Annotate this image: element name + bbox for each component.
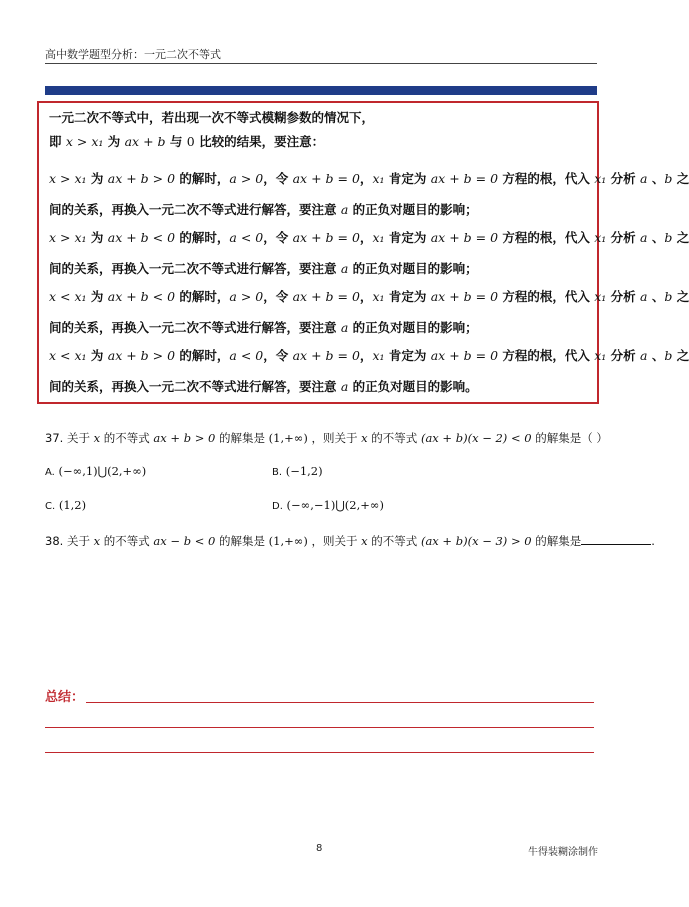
math-run: a [340,379,349,394]
text-run: ，则关于 [307,534,362,548]
math-run: ax + b = 0 [430,171,499,186]
text-run: 肯定为 [384,171,431,186]
footer-credit: 牛得装糊涂制作 [528,847,598,858]
math-run: ax + b = 0 [430,230,499,245]
text-run: 之 [672,289,689,304]
math-run: a > 0 [229,289,264,304]
question-38 [45,532,655,549]
text-run: 的不等式 [100,431,154,445]
text-run: ， [359,171,373,186]
text-run: 的解集是 [215,534,269,548]
text-run: 方程的根，代入 [498,230,595,245]
note-line [49,230,689,246]
q37-option-a[interactable] [45,463,146,481]
note-line [49,134,324,150]
math-run: x [361,431,368,445]
option-label: C. [45,501,56,512]
text-run: 方程的根，代入 [498,171,595,186]
text-run: ，则关于 [307,431,362,445]
math-run: a [340,320,349,335]
text-run: 肯定为 [384,289,431,304]
text-run: 的解集是 [531,534,582,548]
math-run: b [664,230,673,245]
text-run: . [651,534,655,548]
text-run: 分析 [606,289,641,304]
text-run: 的解时， [175,348,230,363]
summary-rule [45,727,594,728]
math-run: 0 [186,134,195,149]
math-run: x [361,534,368,548]
header-title: 高中数学题型分析：一元二次不等式 [45,48,221,61]
text-run: 为 [86,230,108,245]
math-run: x < x₁ [49,348,87,363]
note-line [49,348,689,364]
math-run: x [93,534,101,548]
text-run: 肯定为 [384,348,431,363]
summary-rule [86,702,594,703]
math-run: x₁ [372,348,385,363]
note-line [49,202,478,218]
q37-option-c[interactable] [45,497,86,515]
text-run: 比较的结果，要注意： [194,134,325,149]
math-run: x < x₁ [49,289,87,304]
text-run: ，令 [263,348,293,363]
text-run: ，令 [263,230,293,245]
math-run: ax + b = 0 [430,348,499,363]
text-run: 分析 [606,171,641,186]
text-run: 间的关系，再换入一元二次不等式进行解答，要注意 [49,261,341,276]
text-run: 的不等式 [367,534,421,548]
option-label: D. [272,501,283,512]
math-run: a [340,202,349,217]
page-number: 8 [316,843,323,854]
math-run: a > 0 [229,171,264,186]
text-run: 间的关系，再换入一元二次不等式进行解答，要注意 [49,202,341,217]
math-run: (ax + b)(x − 2) < 0 [420,431,532,445]
math-run: a [640,348,648,363]
text-run: 为 [86,348,108,363]
math-run: (1,+∞) [268,534,308,548]
blue-band [45,86,597,95]
math-run: b [664,171,673,186]
text-run: 一元二次不等式中，若出现一次不等式模糊参数的情况下， [49,110,375,125]
math-run: ax − b < 0 [153,534,216,548]
text-run: 的正负对题目的影响； [348,261,478,276]
text-run: 为 [86,289,108,304]
math-run: (ax + b)(x − 3) > 0 [420,534,532,548]
text-run: ，令 [263,171,293,186]
text-run: ， [359,289,373,304]
text-run: 的解时， [175,171,230,186]
math-run: x₁ [372,230,385,245]
summary-rule [45,752,594,753]
math-run: x₁ [594,171,607,186]
text-run: 的解集是（ ） [531,431,608,445]
math-run: x > x₁ [65,134,104,149]
text-run: 之 [672,348,689,363]
text-run: 的解时， [175,230,230,245]
text-run: 、 [647,289,665,304]
text-run: 的不等式 [367,431,421,445]
math-run: ax + b < 0 [107,289,176,304]
math-run: ax + b = 0 [292,171,360,186]
note-line [49,379,478,395]
math-run: a [340,261,349,276]
math-run: a [640,289,648,304]
text-run: 37. 关于 [45,431,94,445]
text-run: ，令 [263,289,293,304]
text-run: 方程的根，代入 [498,348,595,363]
math-run: a < 0 [229,348,264,363]
text-run: 的正负对题目的影响； [348,320,478,335]
text-run: 方程的根，代入 [498,289,595,304]
text-run: 、 [647,171,665,186]
text-run: 的正负对题目的影响； [348,202,478,217]
option-value: (1,2) [58,498,87,512]
text-run: 与 [165,134,187,149]
math-run: b [664,348,673,363]
q37-option-b[interactable] [272,463,323,481]
note-line [49,110,374,126]
text-run: 分析 [606,348,641,363]
math-run: ax + b = 0 [292,289,360,304]
text-run: ， [359,348,373,363]
math-run: a [640,171,648,186]
math-run: ax + b < 0 [107,230,176,245]
text-run: 之 [672,171,689,186]
math-run: ax + b = 0 [430,289,499,304]
text-run: 为 [103,134,125,149]
text-run: 38. 关于 [45,534,94,548]
option-value: (−∞,1)⋃(2,+∞) [58,464,147,478]
text-run: 的解时， [175,289,230,304]
q37-option-d[interactable] [272,497,384,515]
question-37 [45,430,608,446]
math-run: x₁ [594,348,607,363]
note-box [37,101,689,404]
text-run: 为 [86,171,108,186]
answer-blank[interactable] [581,532,651,545]
math-run: ax + b [124,134,166,149]
text-run: 的不等式 [100,534,154,548]
math-run: b [664,289,673,304]
text-run: 的正负对题目的影响。 [348,379,478,394]
option-label: B. [272,467,283,478]
math-run: x > x₁ [49,230,87,245]
summary-label: 总结： [45,690,85,705]
header-rule [45,63,597,64]
math-run: a [640,230,648,245]
text-run: 间的关系，再换入一元二次不等式进行解答，要注意 [49,320,341,335]
text-run: 、 [647,230,665,245]
math-run: x > x₁ [49,171,87,186]
text-run: 分析 [606,230,641,245]
math-run: x₁ [594,230,607,245]
text-run: 的解集是 [215,431,269,445]
math-run: ax + b > 0 [153,431,216,445]
math-run: ax + b > 0 [107,348,176,363]
math-run: ax + b = 0 [292,348,360,363]
math-run: a < 0 [229,230,264,245]
note-line [49,171,689,187]
math-run: x [93,431,101,445]
text-run: ， [359,230,373,245]
note-line [49,289,689,305]
option-label: A. [45,467,55,478]
math-run: ax + b > 0 [107,171,176,186]
text-run: 、 [647,348,665,363]
math-run: ax + b = 0 [292,230,360,245]
math-run: x₁ [594,289,607,304]
option-value: (−1,2) [285,464,323,478]
text-run: 即 [49,134,66,149]
note-line [49,261,478,277]
note-line [49,320,478,336]
math-run: x₁ [372,171,385,186]
math-run: (1,+∞) [268,431,308,445]
math-run: x₁ [372,289,385,304]
option-value: (−∞,−1)⋃(2,+∞) [286,498,384,512]
text-run: 间的关系，再换入一元二次不等式进行解答，要注意 [49,379,341,394]
text-run: 之 [672,230,689,245]
text-run: 肯定为 [384,230,431,245]
